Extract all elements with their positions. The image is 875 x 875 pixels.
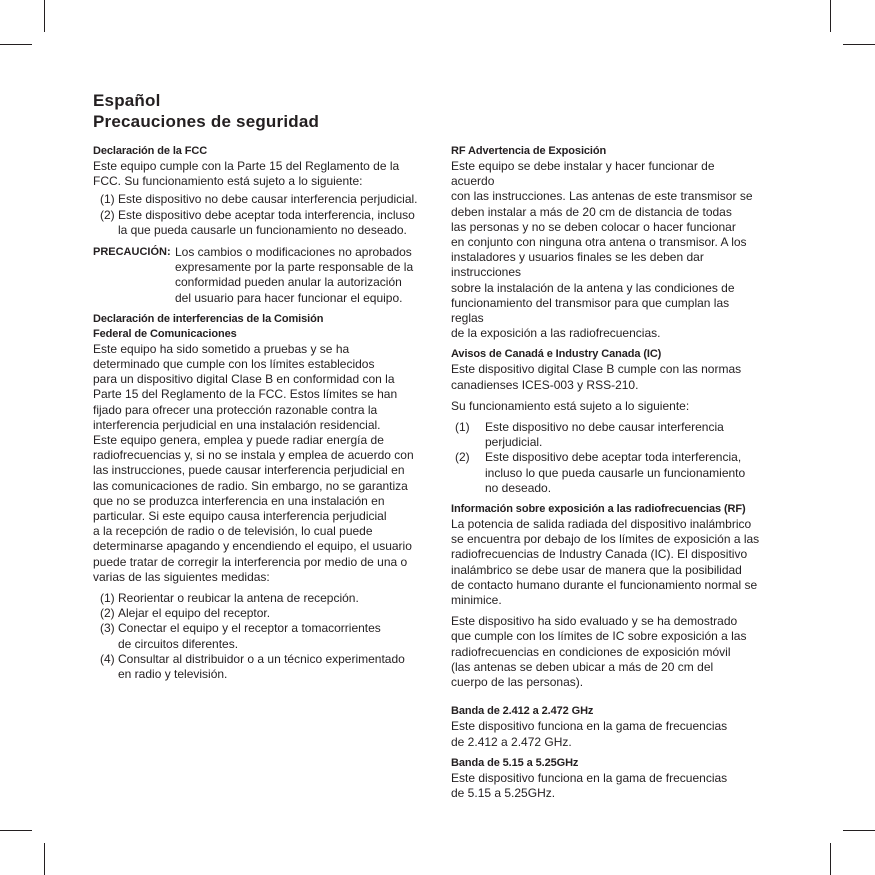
list-item [100, 192, 433, 207]
evaluated-text: Este dispositivo ha sido evaluado y se ha demostrado que cumple con los límites de IC sobre exposición a las radiofrecuencias en condiciones de exposición móvil (las antenas se deben ubicar a más de 20 cm del cuerpo de las personas). [451, 614, 747, 690]
list-item [455, 420, 761, 450]
caution-label: PRECAUCIÓN: [93, 246, 171, 259]
fcc-list [100, 192, 433, 238]
language-title: Español [93, 91, 161, 110]
list-item [100, 652, 433, 682]
band2-heading: Banda de 5.15 a 5.25GHz [451, 756, 579, 769]
list-number: (3) [100, 621, 115, 636]
canada-heading: Avisos de Canadá e Industry Canada (IC) [451, 348, 662, 361]
canada-list [455, 420, 761, 496]
list-number: (1) [455, 420, 470, 435]
list-text: Este dispositivo no debe causar interferencia perjudicial. [485, 420, 724, 450]
list-item [100, 591, 433, 606]
rf-text: Este equipo se debe instalar y hacer funcionar de acuerdo con las instrucciones. Las antenas de este transmisor se deben instalar a más de 20 cm de distancia de todas las personas y no se deben colocar o hacer funcionar en conjunto con ninguna otra antena o transmisor. A los instaladores y usuarios finales se les deben dar instrucciones sobre la instalación de la antena y las condiciones de funcionamiento del transmisor para que cumplan las reglas de la exposición a las radiofrecuencias. [451, 159, 753, 341]
canada-intro: Su funcionamiento está sujeto a lo siguiente: [451, 398, 690, 413]
crop-mark [843, 44, 875, 45]
page-heading [93, 90, 319, 132]
right-column [451, 144, 761, 801]
left-column [93, 144, 433, 682]
crop-mark [44, 0, 45, 32]
list-text: Alejar el equipo del receptor. [118, 606, 271, 621]
rf-info-heading: Información sobre exposición a las radiofrecuencias (RF) [451, 503, 746, 516]
list-text: Consultar al distribuidor o a un técnico experimentado en radio y televisión. [118, 651, 405, 682]
measures-list [100, 591, 433, 682]
list-text: Reorientar o reubicar la antena de recepción. [118, 591, 359, 606]
list-number: (2) [455, 450, 470, 465]
list-item [100, 208, 433, 238]
crop-mark [830, 843, 831, 875]
list-text: Este dispositivo debe aceptar toda interferencia, incluso la que pueda causarle un funcionamiento no deseado. [118, 207, 415, 237]
list-item [100, 606, 433, 621]
crop-mark [843, 830, 875, 831]
fcc-text: Este equipo cumple con la Parte 15 del Reglamento de la FCC. Su funcionamiento está sujeto a lo siguiente: [93, 159, 400, 189]
list-item [455, 450, 761, 496]
list-number: (1) [100, 192, 115, 207]
crop-mark [0, 44, 32, 45]
list-number: (2) [100, 606, 115, 621]
list-text: Conectar el equipo y el receptor a tomacorrientes de circuitos diferentes. [118, 621, 381, 651]
caution-text: Los cambios o modificaciones no aprobados expresamente por la parte responsable de la conformidad pueden anular la autorización del usuario para hacer funcionar el equipo. [175, 245, 414, 305]
band2-text: Este dispositivo funciona en la gama de frecuencias de 5.15 a 5.25GHz. [451, 770, 728, 800]
band1-heading: Banda de 2.412 a 2.472 GHz [451, 705, 594, 718]
list-number: (4) [100, 651, 115, 666]
interference-heading: Declaración de interferencias de la Comisión Federal de Comunicaciones [93, 312, 324, 340]
canada-text: Este dispositivo digital Clase B cumple con las normas canadienses ICES-003 y RSS-210. [451, 362, 742, 392]
list-text: Este dispositivo debe aceptar toda interferencia, incluso lo que pueda causarle un funcionamiento no deseado. [485, 450, 746, 495]
crop-mark [44, 843, 45, 875]
page-title: Precauciones de seguridad [93, 112, 320, 131]
list-text: Este dispositivo no debe causar interferencia perjudicial. [118, 192, 418, 207]
crop-mark [830, 0, 831, 32]
fcc-heading: Declaración de la FCC [93, 145, 208, 157]
crop-mark [0, 830, 32, 831]
list-number: (1) [100, 591, 115, 606]
rf-info-text: La potencia de salida radiada del dispositivo inalámbrico se encuentra por debajo de los límites de exposición a las radiofrecuencias de Industry Canada (IC). El dispositivo inalámbrico se debe usar de manera que la posibilidad de contacto humano durante el funcionamiento normal se minimice. [451, 517, 760, 608]
band1-text: Este dispositivo funciona en la gama de frecuencias de 2.412 a 2.472 GHz. [451, 719, 728, 749]
interference-text: Este equipo ha sido sometido a pruebas y se ha determinado que cumple con los límites establecidos para un dispositivo digital Clase B en conformidad con la Parte 15 del Reglamento de la FCC. Estos límites se han fijado para ofrecer una protección razonable contra la interferencia perjudicial en una instalación residencial. Este equipo genera, emplea y puede radiar energía de radiofrecuencias y, si no se instala y emplea de acuerdo con las instrucciones, puede causar interferencia perjudicial en las comunicaciones de radio. Sin embargo, no se garantiza que no se produzca interferencia en una instalación en particular. Si este equipo causa interferencia perjudicial a la recepción de radio o de televisión, lo cual puede determinarse apagando y encendiendo el equipo, el usuario puede tratar de corregir la interferencia por medio de una o varias de las siguientes medidas: [93, 341, 414, 584]
list-number: (2) [100, 207, 115, 222]
rf-heading: RF Advertencia de Exposición [451, 145, 607, 157]
caution-block [93, 245, 433, 306]
list-item [100, 621, 433, 651]
